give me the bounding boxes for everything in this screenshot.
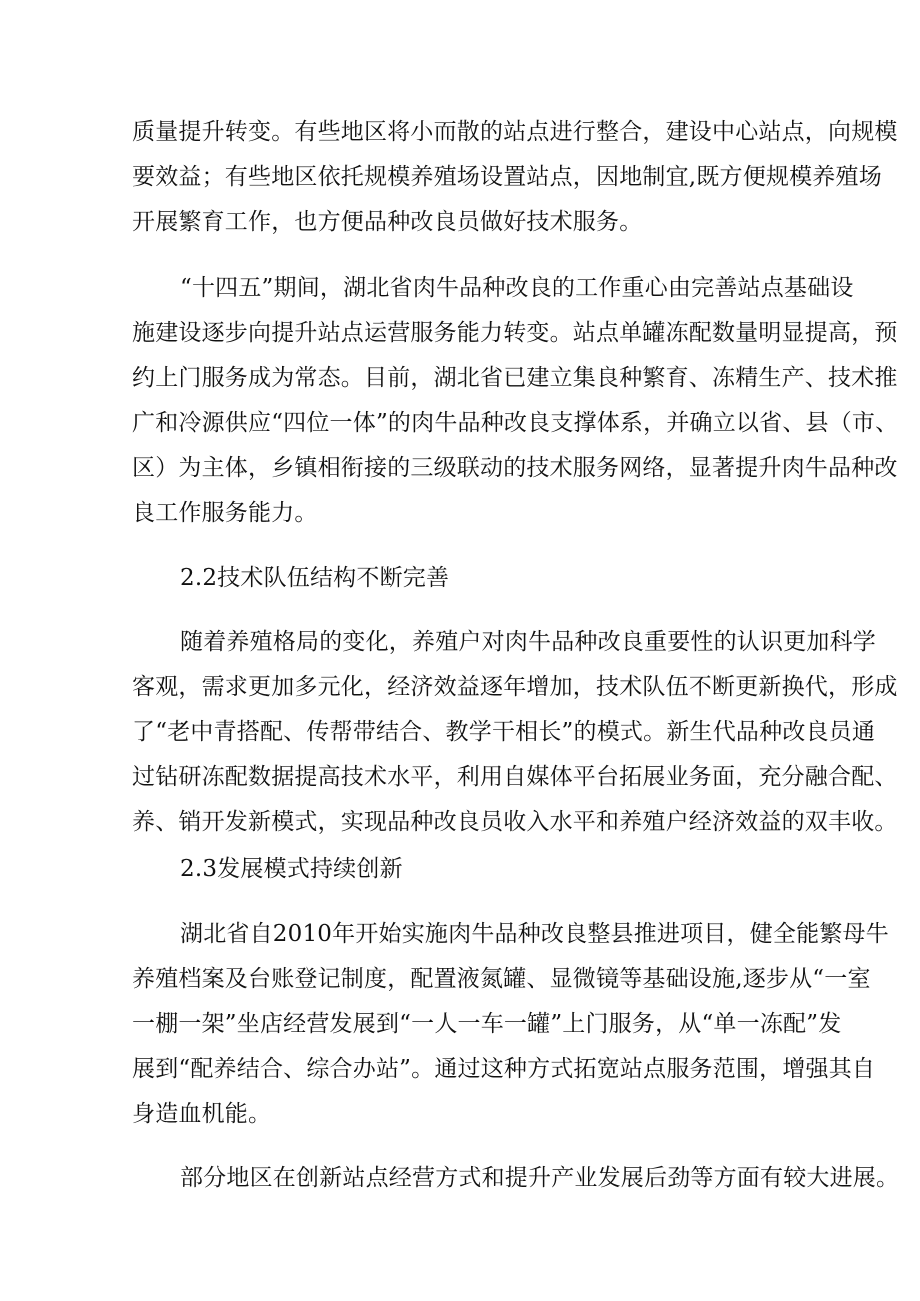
paragraph-line: “十四五”期间，湖北省肉牛品种改良的工作重心由完善站点基础设 [180, 275, 854, 301]
paragraph-line: 广和冷源供应“四位一体”的肉牛品种改良支撑体系，并确立以省、县（市、 [132, 410, 899, 436]
paragraph-line: 湖北省自2010年开始实施肉牛品种改良整县推进项目，健全能繁母牛 [180, 921, 889, 947]
paragraph-line: 区）为主体，乡镇相衔接的三级联动的技术服务网络，显著提升肉牛品种改 [132, 455, 898, 481]
paragraph-line: 身造血机能。 [132, 1101, 272, 1127]
paragraph-line: 养、销开发新模式，实现品种改良员收入水平和养殖户经济效益的双丰收。 [132, 809, 898, 835]
paragraph-line: 一棚一架”坐店经营发展到“一人一车一罐”上门服务，从“单一冻配”发 [132, 1011, 842, 1037]
section-heading-2-2: 2.2技术队伍结构不断完善 [180, 565, 450, 591]
paragraph-line: 要效益；有些地区依托规模养殖场设置站点，因地制宜,既方便规模养殖场 [132, 164, 882, 190]
paragraph-line: 养殖档案及台账登记制度，配置液氮罐、显微镜等基础设施,逐步从“一室 [132, 966, 871, 992]
paragraph-line: 开展繁育工作，也方便品种改良员做好技术服务。 [132, 209, 643, 235]
paragraph-line: 了“老中青搭配、传帮带结合、教学干相长”的模式。新生代品种改良员通 [132, 719, 876, 745]
paragraph-line: 客观，需求更加多元化，经济效益逐年增加，技术队伍不断更新换代，形成 [132, 674, 898, 700]
paragraph-line: 展到“配养结合、综合办站”。通过这种方式拓宽站点服务范围，增强其自 [132, 1056, 876, 1082]
paragraph-line: 约上门服务成为常态。目前，湖北省已建立集良种繁育、冻精生产、技术推 [132, 365, 898, 391]
paragraph-line: 质量提升转变。有些地区将小而散的站点进行整合，建设中心站点，向规模 [132, 119, 898, 145]
paragraph-line: 良工作服务能力。 [132, 500, 318, 526]
section-heading-2-3: 2.3发展模式持续创新 [180, 856, 403, 882]
paragraph-line: 施建设逐步向提升站点运营服务能力转变。站点单罐冻配数量明显提高，预 [132, 320, 898, 346]
paragraph-line: 部分地区在创新站点经营方式和提升产业发展后劲等方面有较大进展。 [180, 1165, 900, 1191]
paragraph-line: 随着养殖格局的变化，养殖户对肉牛品种改良重要性的认识更加科学 [180, 629, 876, 655]
paragraph-line: 过钻研冻配数据提高技术水平，利用自媒体平台拓展业务面，充分融合配、 [132, 764, 898, 790]
